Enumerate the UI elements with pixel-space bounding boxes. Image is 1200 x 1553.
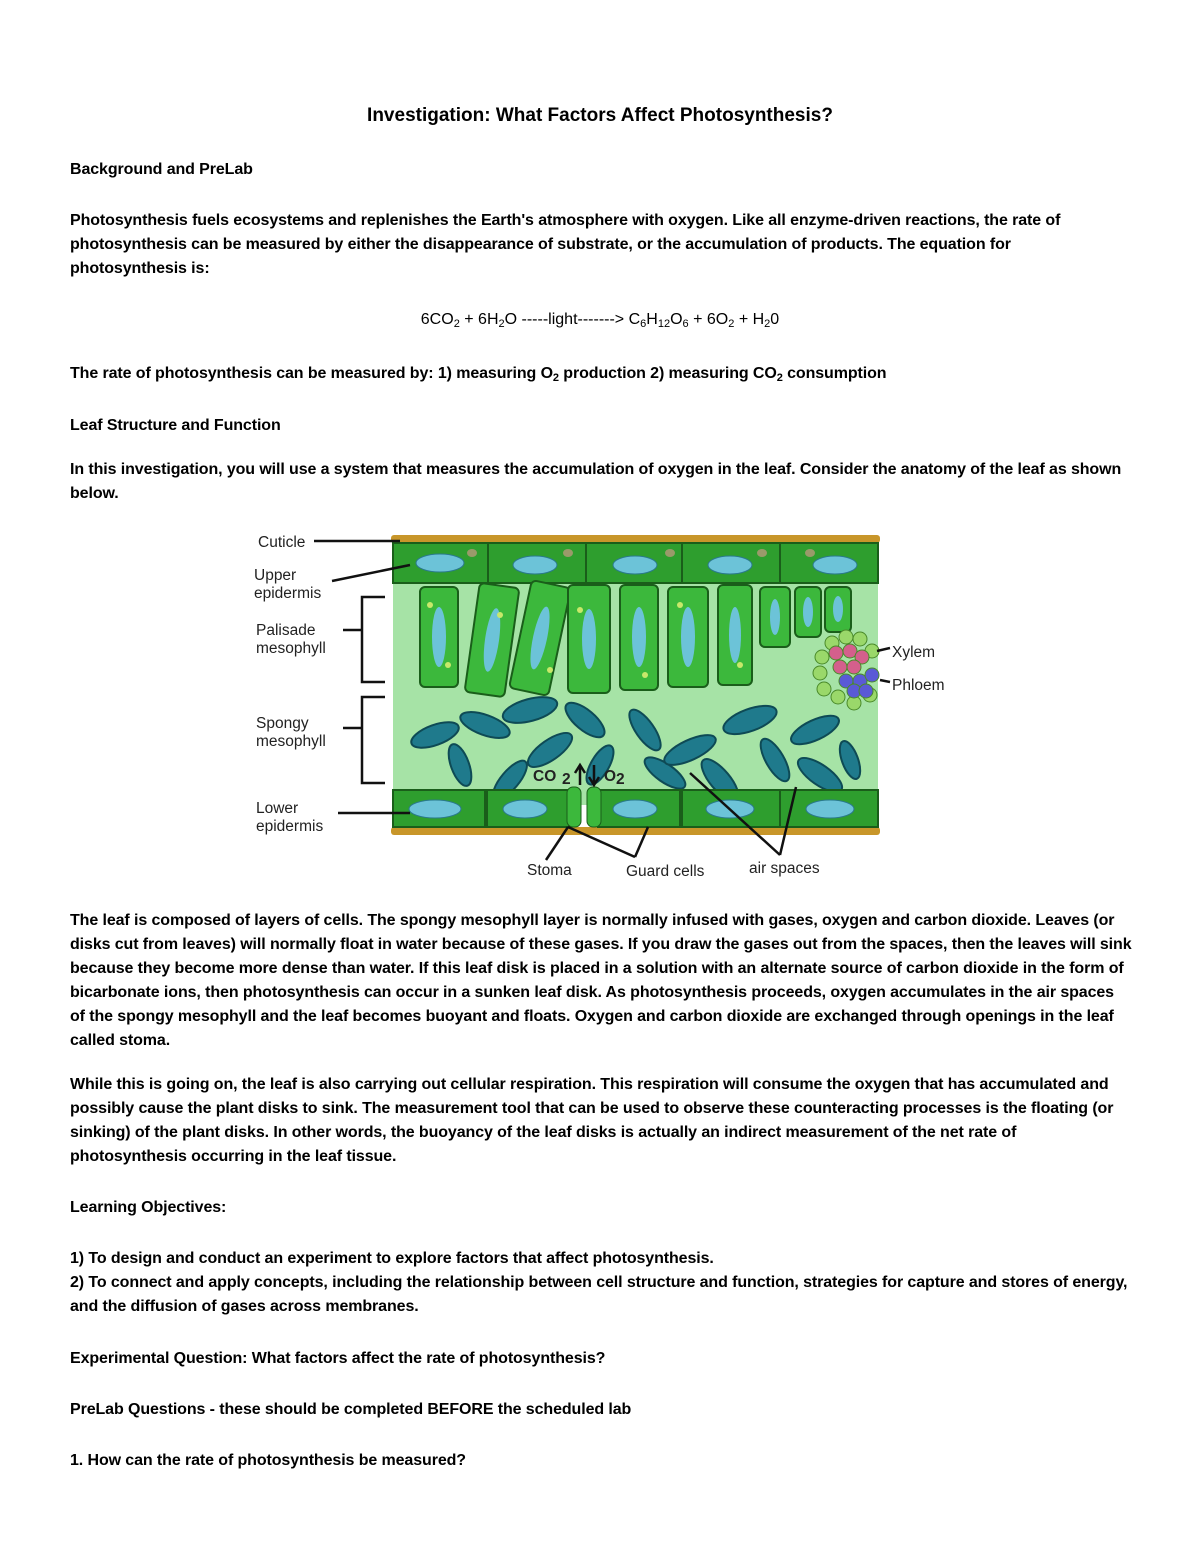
section-heading-leaf: Leaf Structure and Function <box>70 417 281 434</box>
photosynthesis-equation: $6CO_2 + 6H_2O$ -----light-------> $C_6H_{12}O_6 + 6O_2 + H_20$ <box>420 311 780 330</box>
objective-item: 1) To design and conduct an experiment to explore factors that affect photosynthesis. <box>70 1250 714 1267</box>
rate-measurement-line: The rate of photosynthesis can be measured by: 1) measuring $O_2$ production 2) measuring $CO_2$ consumption <box>70 365 887 384</box>
label-lower-1: Lower <box>256 800 299 817</box>
respiration-paragraph: While this is going on, the leaf is also carrying out cellular respiration. This respiration will consume the oxygen that has accumulated and possibly cause the plant disks to sink. The measurement tool that can be used to observe these counteracting processes is the floating (or sinking) of the plant disks. In other words, the buoyancy of the leaf disks is actually an indirect measurement of the net rate of photosynthesis occurring in the leaf tissue. <box>70 1076 1114 1165</box>
page-title: Investigation: What Factors Affect Photosynthesis? <box>367 105 833 126</box>
label-phloem: Phloem <box>892 677 945 694</box>
label-xylem: Xylem <box>892 644 936 661</box>
label-lower-2: epidermis <box>256 818 324 835</box>
leaf-intro-paragraph: In this investigation, you will use a system that measures the accumulation of oxygen in the leaf. Consider the anatomy of the leaf as shown below. <box>70 461 1122 502</box>
label-palisade-2: mesophyll <box>256 640 326 657</box>
section-heading-background: Background and PreLab <box>70 161 253 178</box>
label-stoma: Stoma <box>527 862 572 879</box>
label-spongy-1: Spongy <box>256 715 309 732</box>
lower-epidermis <box>393 787 878 827</box>
co2-subscript: 2 <box>562 771 571 788</box>
label-cuticle: Cuticle <box>258 534 306 551</box>
co2-label: CO <box>533 768 557 785</box>
lower-cuticle <box>391 827 880 835</box>
label-upper-2: epidermis <box>254 585 322 602</box>
o2-subscript: 2 <box>616 771 625 788</box>
o2-label: O <box>604 768 617 785</box>
label-guard-cells: Guard cells <box>626 863 705 880</box>
experimental-question: Experimental Question: What factors affect the rate of photosynthesis? <box>70 1350 606 1367</box>
label-air-spaces: air spaces <box>749 860 820 877</box>
intro-paragraph: Photosynthesis fuels ecosystems and replenishes the Earth's atmosphere with oxygen. Like all enzyme-driven reactions, the rate of photosynthesis can be measured by either the disappearance of substrate, or the accumulation of products. The equation for photosynthesis is: <box>70 212 1061 277</box>
upper-epidermis <box>393 543 878 583</box>
objective-item: 2) To connect and apply concepts, including the relationship between cell structure and function, strategies for capture and stores of energy, and the diffusion of gases across membranes. <box>70 1274 1128 1315</box>
label-spongy-2: mesophyll <box>256 733 326 750</box>
label-palisade-1: Palisade <box>256 622 316 639</box>
leaf-paragraph: The leaf is composed of layers of cells. The spongy mesophyll layer is normally infused with gases, oxygen and carbon dioxide. Leaves (or disks cut from leaves) will normally float in water because of these gases. If you draw the gases out from the spaces, then the leaves will sink because they become more dense than water. If this leaf disk is placed in a solution with an alternate source of carbon dioxide in the form of bicarbonate ions, then photosynthesis can occur in a sunken leaf disk. As photosynthesis proceeds, oxygen accumulates in the air spaces of the spongy mesophyll and the leaf becomes buoyant and floats. Oxygen and carbon dioxide are exchanged through openings in the leaf called stoma. <box>70 912 1132 1049</box>
label-upper-1: Upper <box>254 567 297 584</box>
upper-cuticle <box>391 535 880 543</box>
section-heading-objectives: Learning Objectives: <box>70 1199 227 1216</box>
prelab-heading: PreLab Questions - these should be completed BEFORE the scheduled lab <box>70 1401 632 1418</box>
leaf-cross-section-diagram <box>250 525 960 885</box>
question-1: 1. How can the rate of photosynthesis be measured? <box>70 1452 466 1469</box>
